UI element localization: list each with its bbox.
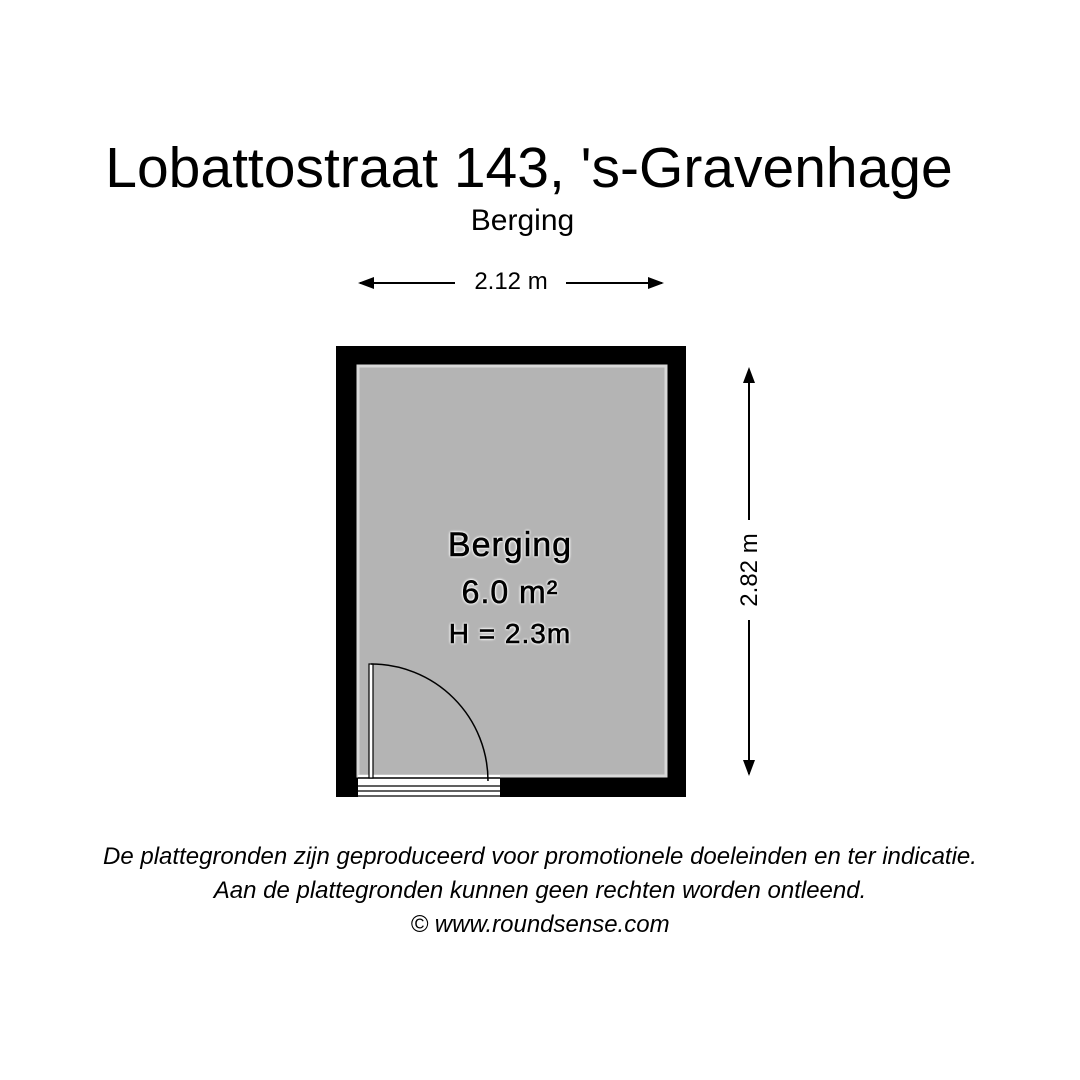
copyright-text: © www.roundsense.com bbox=[410, 911, 670, 938]
room-name-label: Berging bbox=[447, 526, 573, 564]
width-dimension-label: 2.12 m bbox=[458, 267, 564, 297]
disclaimer-line-1: De plattegronden zijn geproduceerd voor promotionele doeleinden en ter indicatie. bbox=[103, 843, 977, 870]
room-floor bbox=[358, 366, 666, 776]
page-title: Lobattostraat 143, 's-Gravenhage bbox=[105, 136, 953, 200]
disclaimer-line-2: Aan de plattegronden kunnen geen rechten worden ontleend. bbox=[213, 877, 867, 904]
door-opening bbox=[358, 775, 500, 798]
room-height-label: H = 2.3m bbox=[448, 618, 572, 649]
room-area-label: 6.0 m² bbox=[461, 574, 559, 610]
height-dimension-label: 2.82 m bbox=[735, 520, 765, 620]
page-subtitle: Berging bbox=[470, 204, 575, 237]
